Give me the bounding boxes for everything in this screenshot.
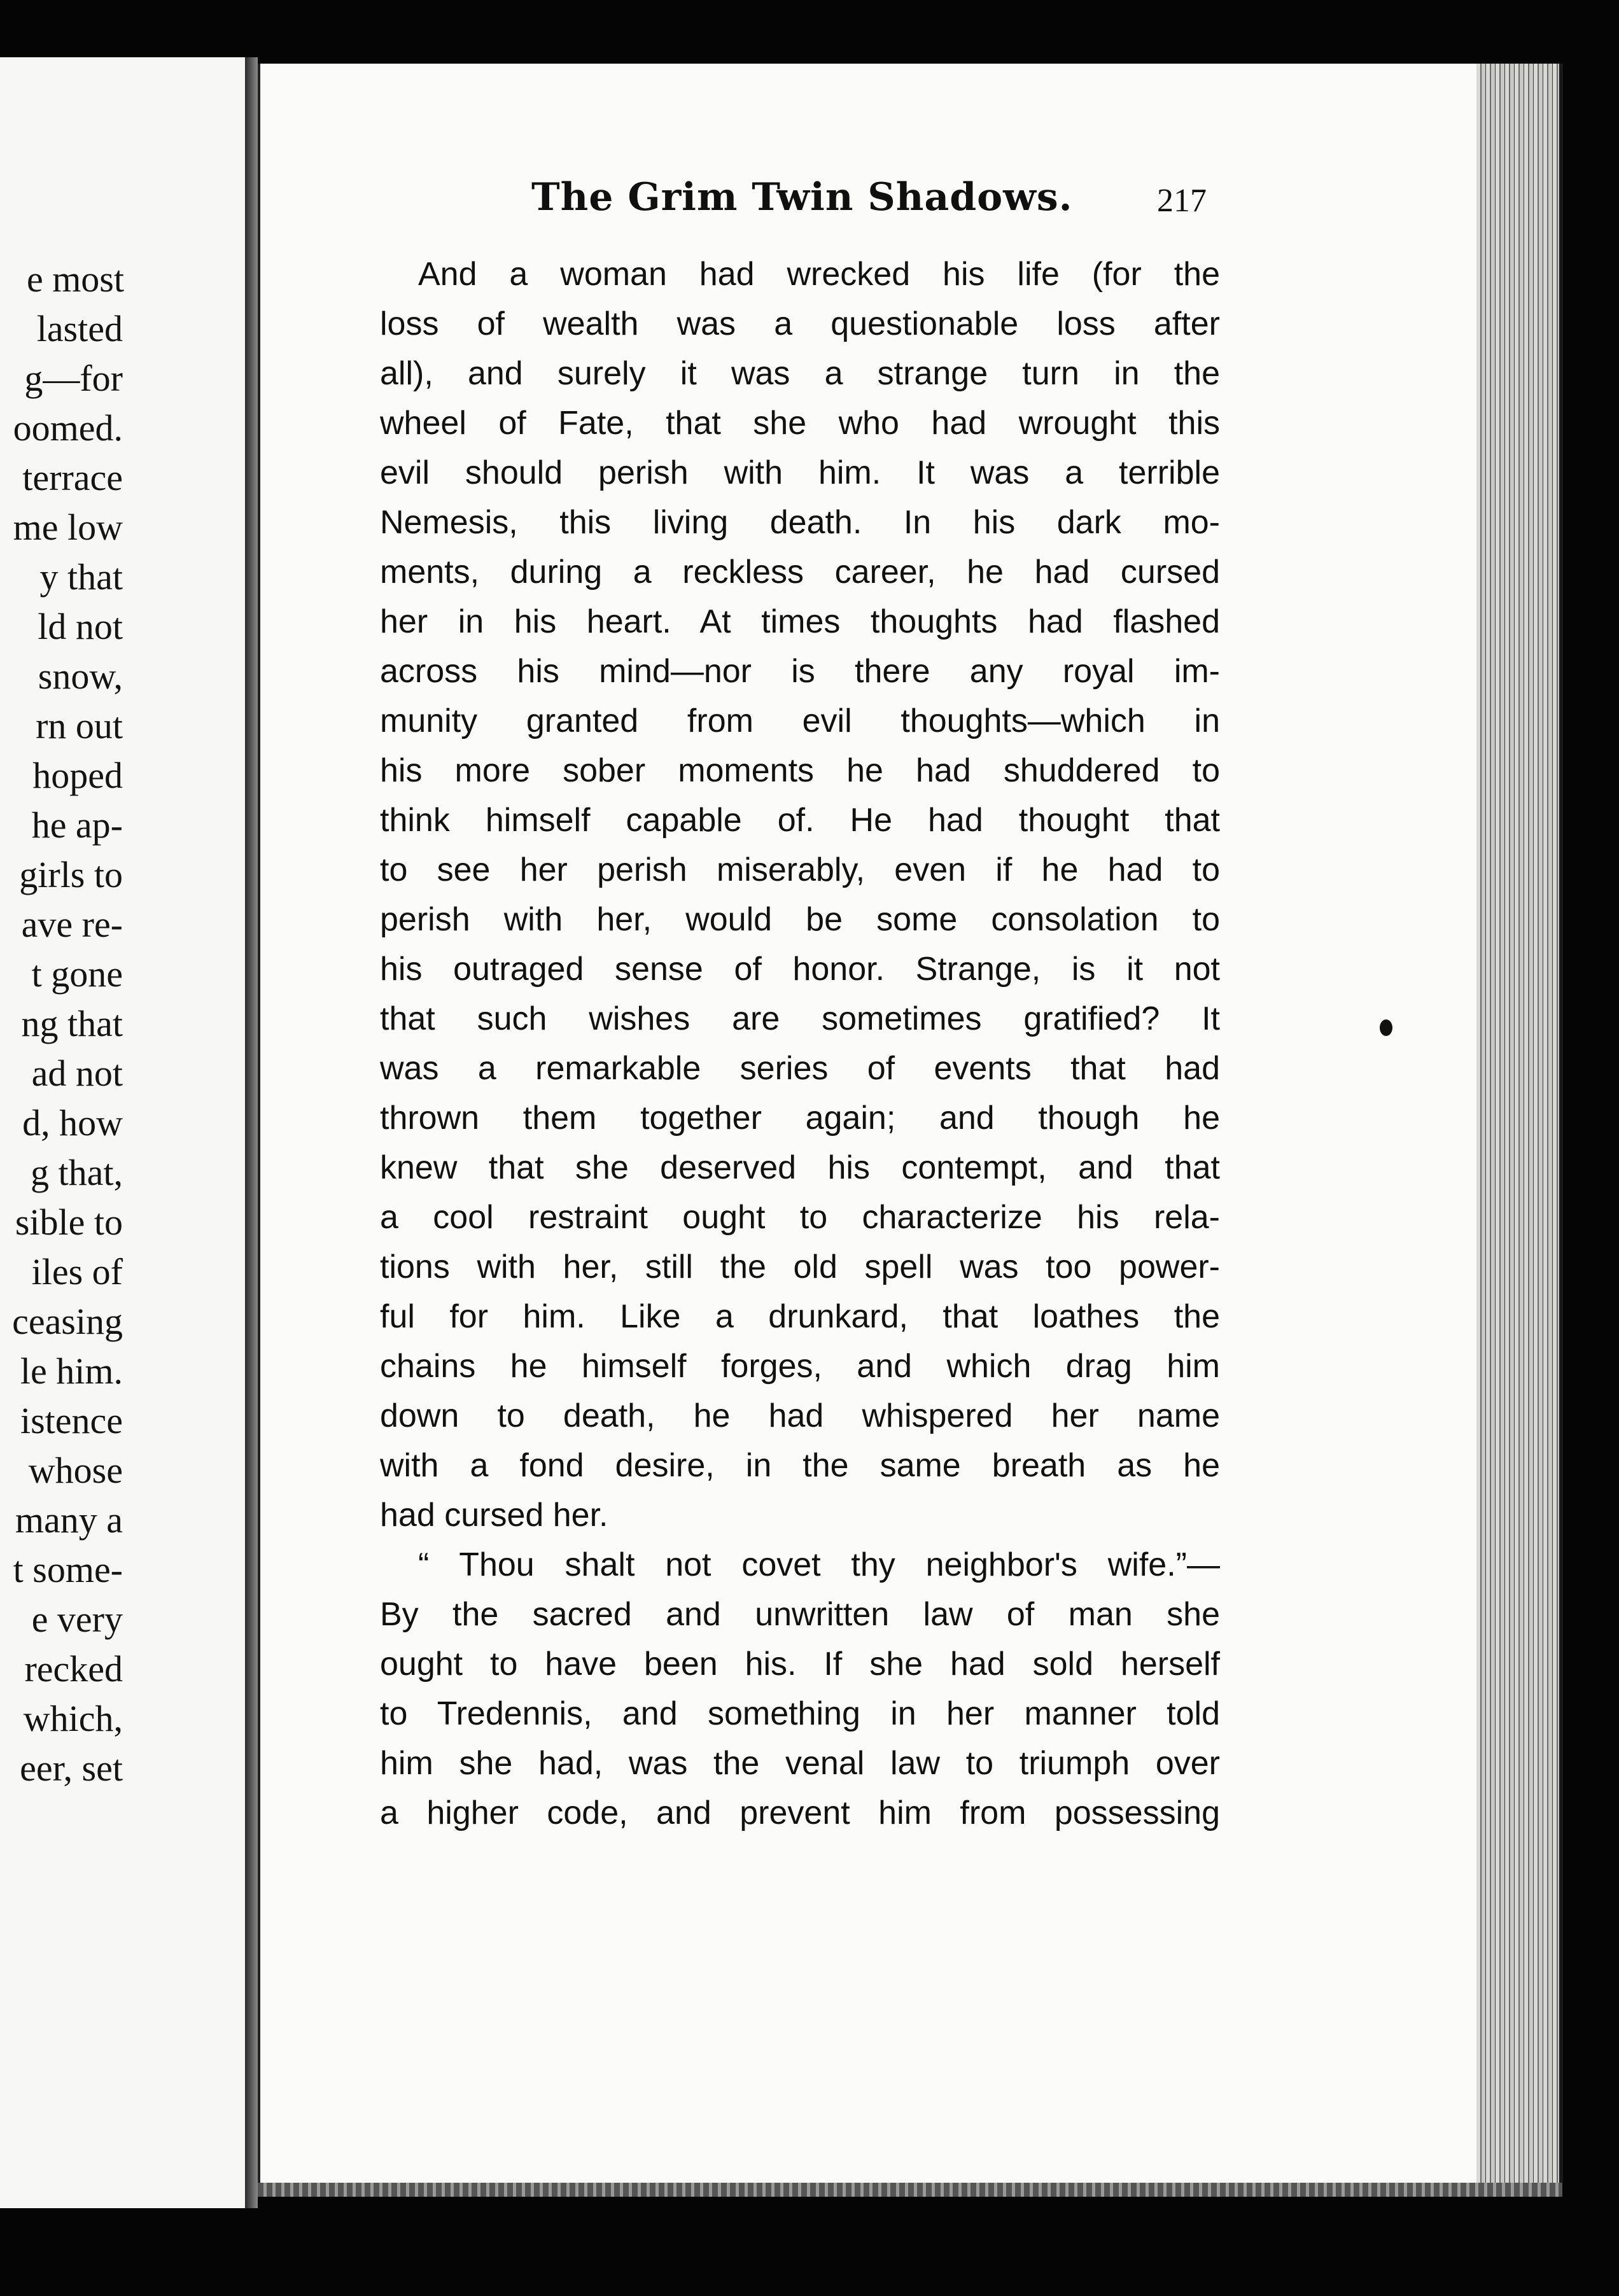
previous-page-line: le him. [20, 1350, 123, 1392]
previous-page-line: d, how [22, 1102, 123, 1144]
previous-page-line: ng that [21, 1003, 123, 1044]
previous-page-line: whose [28, 1450, 123, 1491]
previous-page-line: y that [39, 556, 123, 598]
text-line: ought to have been his. If she had sold herself [380, 1646, 1220, 1683]
previous-page-line: many a [15, 1499, 123, 1541]
page-bottom-edge [258, 2183, 1562, 2197]
previous-page-line: hoped [32, 755, 123, 796]
text-line: to see her perish miserably, even if he had to [380, 851, 1220, 888]
text-line: his more sober moments he had shuddered to [380, 752, 1220, 789]
previous-page-line: e very [31, 1599, 123, 1640]
previous-page-line: recked [24, 1648, 123, 1690]
text-line: tions with her, still the old spell was too power- [380, 1249, 1220, 1285]
text-line: evil should perish with him. It was a terrible [380, 454, 1220, 491]
page-edges [1476, 64, 1563, 2183]
text-line: Nemesis, this living death. In his dark mo- [380, 504, 1220, 541]
previous-page-line: t gone [31, 953, 123, 995]
text-line: to Tredennis, and something in her manner told [380, 1695, 1220, 1732]
previous-page-line: snow, [38, 655, 123, 697]
previous-page-line: g that, [31, 1152, 123, 1193]
previous-page-line: ave re- [21, 904, 123, 945]
previous-page-line: he ap- [31, 804, 123, 846]
previous-page-line: me low [13, 507, 123, 548]
previous-page-line: sible to [15, 1201, 123, 1243]
text-line: with a fond desire, in the same breath as he [380, 1447, 1220, 1484]
text-line: that such wishes are sometimes gratified? It [380, 1000, 1220, 1037]
previous-page-line: ceasing [12, 1301, 123, 1342]
previous-page-line: ad not [31, 1053, 123, 1094]
text-line: think himself capable of. He had thought that [380, 802, 1220, 839]
previous-page-line: eer, set [20, 1747, 123, 1789]
previous-page-line: terrace [22, 457, 123, 498]
book-gutter [245, 57, 258, 2208]
previous-page-line: istence [20, 1400, 123, 1441]
text-line: a higher code, and prevent him from possessing [380, 1795, 1220, 1831]
text-line: perish with her, would be some consolation to [380, 901, 1220, 938]
previous-page-line: oomed. [13, 407, 123, 449]
previous-page-line: g—for [24, 358, 123, 399]
previous-page-line: e most [26, 258, 124, 300]
text-line: was a remarkable series of events that had [380, 1050, 1220, 1087]
previous-page-line: lasted [36, 308, 123, 349]
text-line: wheel of Fate, that she who had wrought this [380, 405, 1220, 442]
previous-page-line: ld not [38, 606, 123, 647]
text-line: his outraged sense of honor. Strange, is it not [380, 951, 1220, 988]
previous-page-line: girls to [19, 854, 123, 895]
text-line: munity granted from evil thoughts—which in [380, 703, 1220, 739]
previous-page-line: t some- [13, 1549, 123, 1590]
text-line: loss of wealth was a questionable loss after [380, 305, 1220, 342]
previous-page [0, 57, 247, 2208]
text-line: her in his heart. At times thoughts had flashed [380, 603, 1220, 640]
text-line: across his mind—nor is there any royal im- [380, 653, 1220, 690]
text-line: And a woman had wrecked his life (for the [418, 256, 1220, 293]
text-line: “ Thou shalt not covet thy neighbor's wife.”— [418, 1546, 1220, 1583]
text-line: By the sacred and unwritten law of man she [380, 1596, 1220, 1633]
text-line: ments, during a reckless career, he had cursed [380, 554, 1220, 591]
text-line: a cool restraint ought to characterize his rela- [380, 1199, 1220, 1236]
previous-page-line: rn out [36, 705, 123, 746]
text-line: down to death, he had whispered her name [380, 1397, 1220, 1434]
text-line: chains he himself forges, and which drag him [380, 1348, 1220, 1385]
previous-page-line: which, [23, 1698, 123, 1739]
page-number: 217 [1157, 183, 1207, 219]
text-line: all), and surely it was a strange turn in the [380, 355, 1220, 392]
ink-blot [1380, 1019, 1392, 1036]
running-title: The Grim Twin Shadows. [531, 175, 1073, 220]
text-line: him she had, was the venal law to triumph over [380, 1745, 1220, 1782]
text-line: thrown them together again; and though he [380, 1100, 1220, 1137]
text-line: knew that she deserved his contempt, and that [380, 1149, 1220, 1186]
text-line: had cursed her. [380, 1497, 608, 1534]
text-line: ful for him. Like a drunkard, that loathes the [380, 1298, 1220, 1335]
previous-page-line: iles of [31, 1251, 123, 1292]
